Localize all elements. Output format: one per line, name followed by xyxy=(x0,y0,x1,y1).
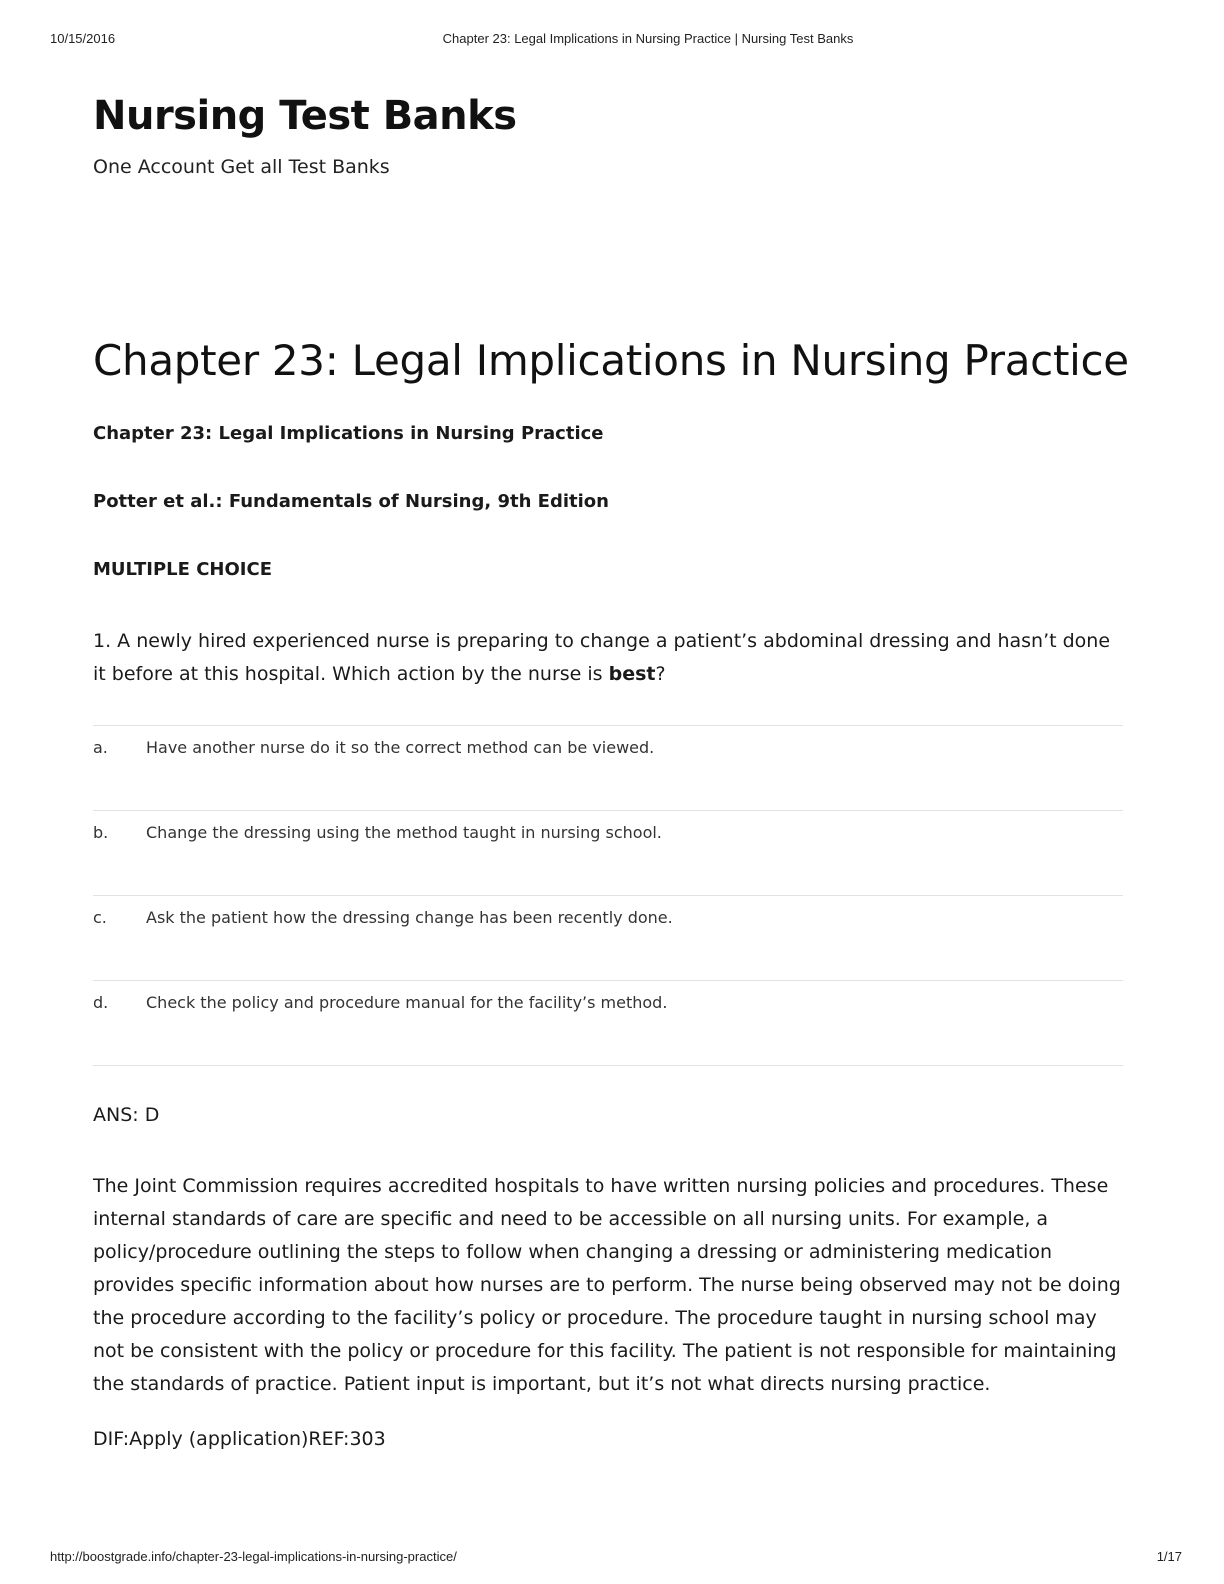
option-letter: c. xyxy=(93,908,107,927)
question-meta: DIF:Apply (application)REF:303 xyxy=(93,1428,386,1450)
answer-options xyxy=(93,725,1123,1066)
page-content xyxy=(93,88,1129,1450)
site-title[interactable]: Nursing Test Banks xyxy=(93,93,517,139)
print-page-number: 1/17 xyxy=(1156,1549,1182,1564)
site-tagline: One Account Get all Test Banks xyxy=(93,156,390,178)
option-letter: a. xyxy=(93,738,108,757)
book-line: Potter et al.: Fundamentals of Nursing, 9th Edition xyxy=(93,491,609,512)
print-date: 10/15/2016 xyxy=(50,31,116,46)
option-a xyxy=(93,726,1123,811)
option-letter: d. xyxy=(93,993,109,1012)
option-b xyxy=(93,811,1123,896)
option-text: Check the policy and procedure manual for the facility’s method. xyxy=(146,993,668,1012)
chapter-line: Chapter 23: Legal Implications in Nursing Practice xyxy=(93,423,604,444)
post-title: Chapter 23: Legal Implications in Nursing Practice xyxy=(93,336,1129,385)
option-c xyxy=(93,896,1123,981)
question-emphasis: best xyxy=(608,663,656,685)
section-heading: MULTIPLE CHOICE xyxy=(93,559,272,580)
answer-key: ANS: D xyxy=(93,1104,160,1126)
question-text: 1. A newly hired experienced nurse is preparing to change a patient’s abdominal dressing and hasn’t done it before at this hospital. Which action by the nurse is best? xyxy=(93,630,1111,685)
option-text: Change the dressing using the method taught in nursing school. xyxy=(146,823,662,842)
rationale-text: The Joint Commission requires accredited hospitals to have written nursing policies and procedures. These internal standards of care are specific and need to be accessible on all nursing units. For example, a policy/procedure outlining the steps to follow when changing a dressing or administering medication provides specific information about how nurses are to perform. The nurse being observed may not be doing the procedure according to the facility’s policy or procedure. The procedure taught in nursing school may not be consistent with the policy or procedure for this facility. The patient is not responsible for maintaining the standards of practice. Patient input is important, but it’s not what directs nursing practice. xyxy=(93,1175,1121,1395)
print-url: http://boostgrade.info/chapter-23-legal-implications-in-nursing-practice/ xyxy=(50,1549,457,1564)
option-d xyxy=(93,981,1123,1066)
print-page-title: Chapter 23: Legal Implications in Nursing Practice | Nursing Test Banks xyxy=(442,31,854,46)
option-text: Ask the patient how the dressing change has been recently done. xyxy=(146,908,673,927)
option-letter: b. xyxy=(93,823,109,842)
option-text: Have another nurse do it so the correct method can be viewed. xyxy=(146,738,655,757)
